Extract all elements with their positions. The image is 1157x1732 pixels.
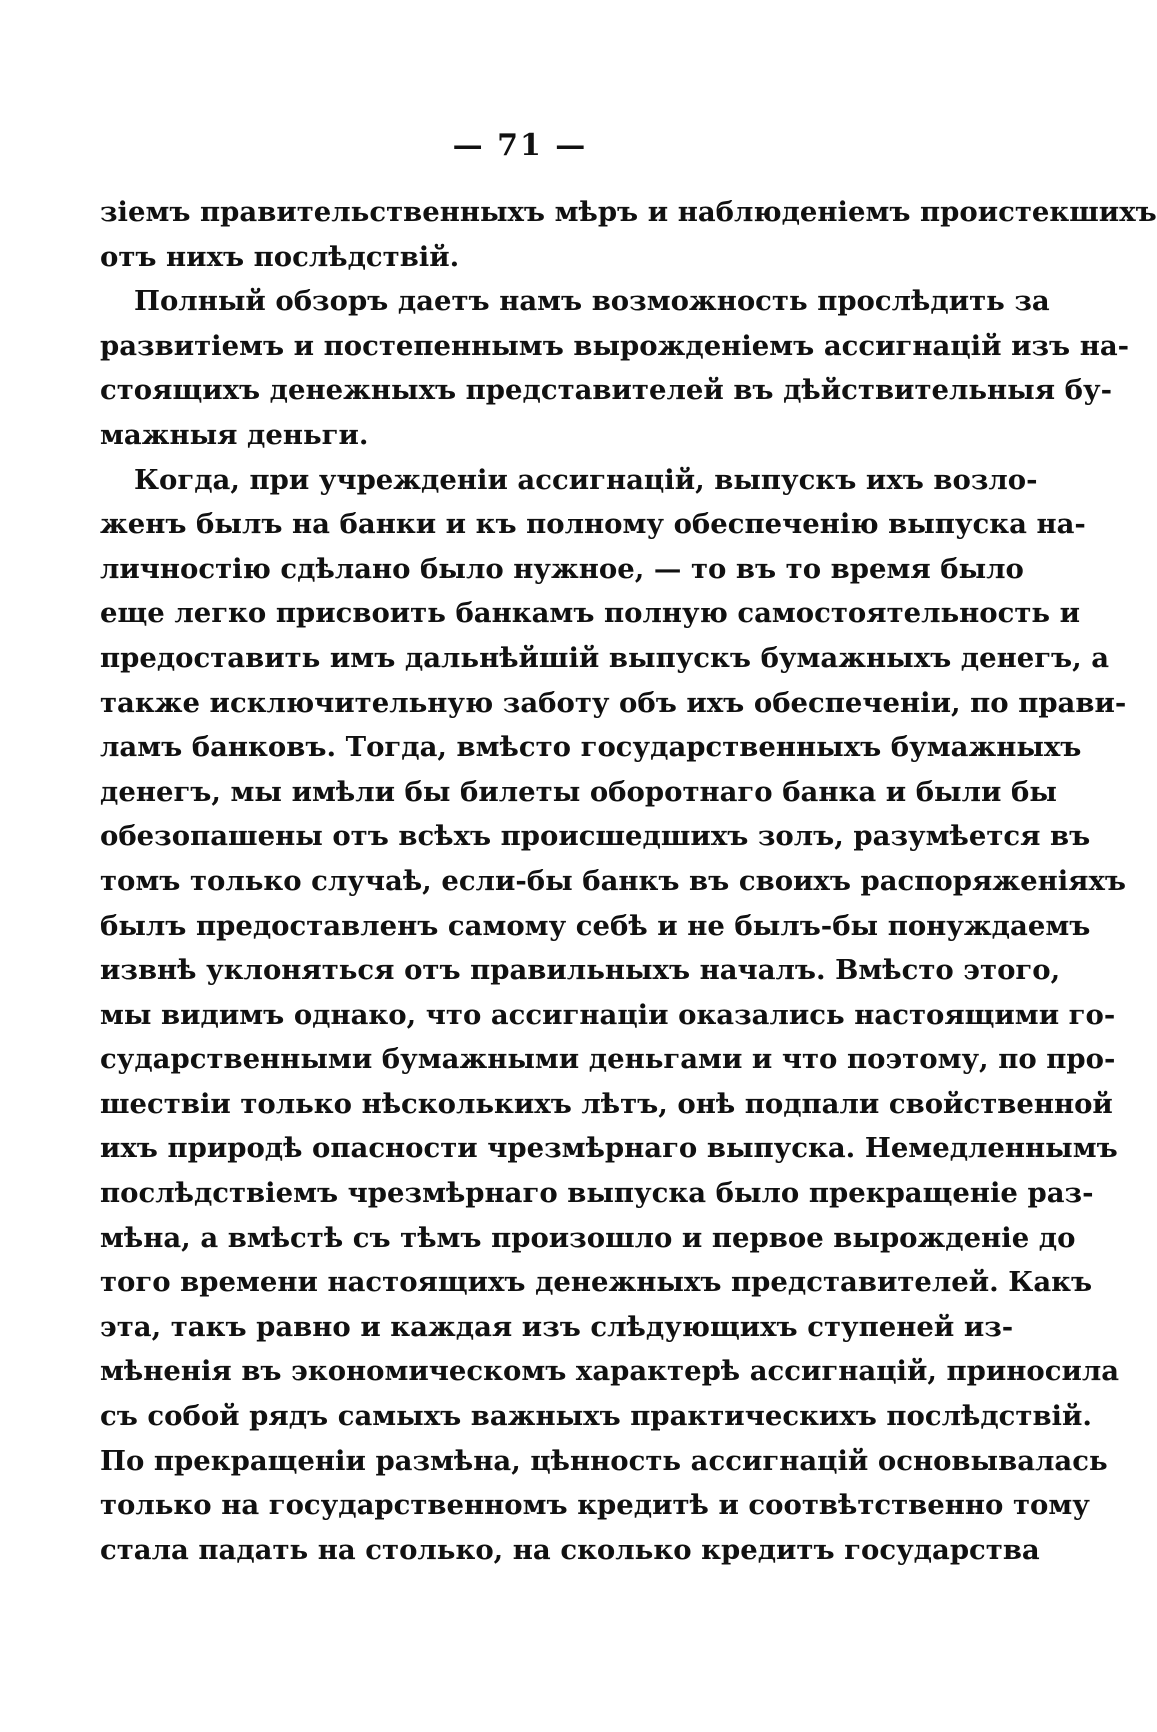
page-number: — 71 — [452, 128, 588, 163]
text-line: мажныя деньги. [100, 418, 369, 451]
text-line: только на государственномъ кредитѣ и соотвѣтственно тому [100, 1489, 1090, 1522]
text-line: былъ предоставленъ самому себѣ и не былъ-бы понуждаемъ [100, 909, 1091, 942]
text-line: того времени настоящихъ денежныхъ представителей. Какъ [100, 1266, 1093, 1299]
text-line: женъ былъ на банки и къ полному обеспеченію выпуска на- [100, 508, 1086, 541]
body-text [100, 190, 1157, 1572]
text-line: мы видимъ однако, что ассигнаціи оказались настоящими го- [100, 998, 1116, 1031]
text-line: развитіемъ и постепеннымъ вырожденіемъ ассигнацій изъ на- [100, 329, 1130, 362]
text-line: денегъ, мы имѣли бы билеты оборотнаго банка и были бы [100, 775, 1057, 808]
text-line: Полный обзоръ даетъ намъ возможность прослѣдить за [134, 285, 1050, 318]
text-line: стоящихъ денежныхъ представителей въ дѣйствительныя бу- [100, 374, 1112, 407]
text-line: съ собой рядъ самыхъ важныхъ практическихъ послѣдствій. [100, 1400, 1092, 1433]
text-line: эта, такъ равно и каждая изъ слѣдующихъ ступеней из- [100, 1310, 1014, 1343]
text-line: мѣненія въ экономическомъ характерѣ ассигнацій, приносила [100, 1355, 1120, 1388]
text-line: шествіи только нѣсколькихъ лѣтъ, онѣ подпали свойственной [100, 1087, 1113, 1120]
text-line: По прекращеніи размѣна, цѣнность ассигнацій основывалась [100, 1444, 1108, 1477]
text-line: сударственными бумажными деньгами и что поэтому, по про- [100, 1043, 1116, 1076]
text-line: отъ нихъ послѣдствій. [100, 240, 460, 273]
text-line: мѣна, а вмѣстѣ съ тѣмъ произошло и первое вырожденіе до [100, 1221, 1076, 1254]
text-line: послѣдствіемъ чрезмѣрнаго выпуска было прекращеніе раз- [100, 1177, 1094, 1210]
text-line: также исключительную заботу объ ихъ обеспеченіи, по прави- [100, 686, 1127, 719]
text-line: предоставить имъ дальнѣйшій выпускъ бумажныхъ денегъ, а [100, 641, 1110, 674]
text-line: ламъ банковъ. Тогда, вмѣсто государственныхъ бумажныхъ [100, 731, 1082, 764]
text-line: томъ только случаѣ, если-бы банкъ въ своихъ распоряженіяхъ [100, 864, 1126, 897]
text-line: личностію сдѣлано было нужное, — то въ то время было [100, 552, 1024, 585]
text-line: обезопашены отъ всѣхъ происшедшихъ золъ, разумѣется въ [100, 820, 1091, 853]
text-line: извнѣ уклоняться отъ правильныхъ началъ. Вмѣсто этого, [100, 954, 1061, 987]
text-line: еще легко присвоить банкамъ полную самостоятельность и [100, 597, 1081, 630]
text-line: зіемъ правительственныхъ мѣръ и наблюденіемъ проистекшихъ [100, 196, 1157, 228]
text-line: стала падать на столько, на сколько кредитъ государства [100, 1533, 1040, 1566]
text-line: Когда, при учрежденіи ассигнацій, выпускъ ихъ возло- [134, 463, 1038, 496]
text-line: ихъ природѣ опасности чрезмѣрнаго выпуска. Немедленнымъ [100, 1132, 1118, 1165]
